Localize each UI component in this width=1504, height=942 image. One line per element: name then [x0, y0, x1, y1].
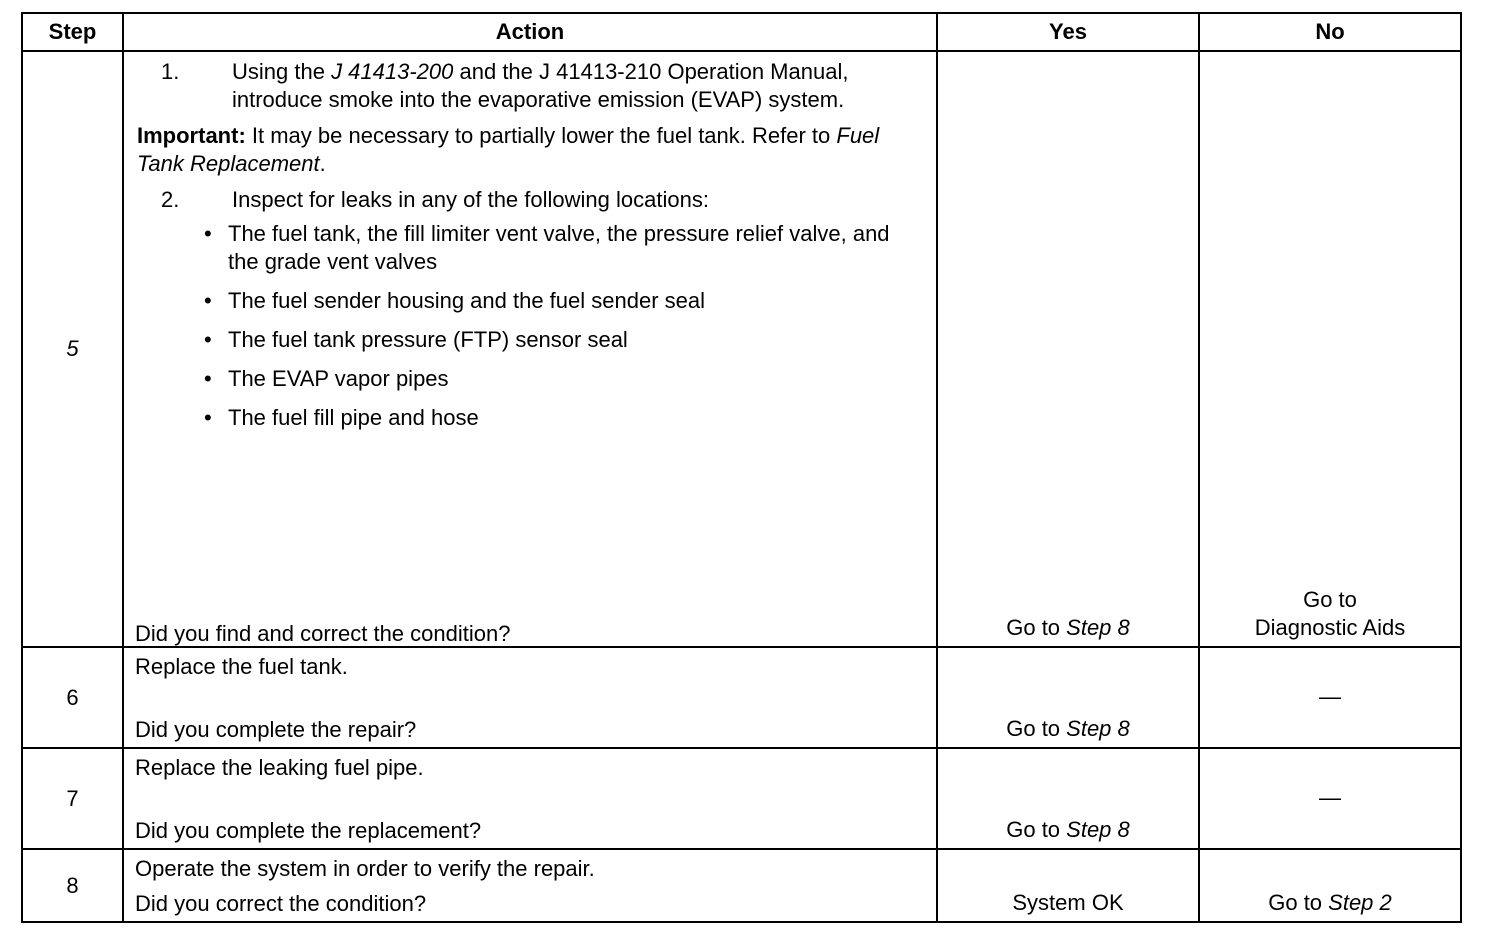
yes-cell [937, 647, 1199, 748]
answer-text: Go to [1268, 890, 1329, 915]
no-answer [1200, 586, 1460, 642]
step-number: 5 [22, 51, 123, 647]
yes-answer [938, 715, 1198, 743]
header-step: Step [22, 13, 123, 51]
yes-cell [937, 849, 1199, 922]
header-yes: Yes [937, 13, 1199, 51]
item-text: Using the [232, 59, 332, 84]
yes-cell [937, 51, 1199, 647]
action-cell [123, 748, 937, 849]
yes-answer [938, 614, 1198, 642]
list-item: • The fuel tank, the fill limiter vent valve, the pressure relief valve, and the grade vent valves [228, 220, 936, 276]
step-link[interactable]: Step 8 [1066, 615, 1130, 640]
step-number: 7 [22, 748, 123, 849]
action-item-2 [124, 186, 936, 214]
tool-reference: J 41413-200 [331, 59, 454, 84]
question-text: Did you complete the replacement? [135, 818, 482, 843]
item-number: 2. [161, 187, 180, 212]
yes-answer [938, 816, 1198, 844]
leak-location-list [124, 220, 936, 432]
reference-link[interactable]: Fuel Tank Replacement [137, 123, 880, 176]
step-number: 6 [22, 647, 123, 748]
procedure-table [21, 12, 1462, 923]
list-item: • The fuel sender housing and the fuel sender seal [228, 287, 936, 315]
yes-answer: System OK [1012, 890, 1124, 915]
important-end: . [319, 151, 326, 176]
action-text: Replace the leaking fuel pipe. [135, 755, 424, 780]
action-cell [123, 647, 937, 748]
answer-text: Go to [1006, 817, 1067, 842]
table-header-row [22, 13, 1461, 51]
no-cell [1199, 849, 1461, 922]
action-cell [123, 51, 937, 647]
no-cell [1199, 647, 1461, 748]
item-text: Inspect for leaks in any of the following locations: [232, 187, 709, 212]
list-item: • The fuel fill pipe and hose [228, 404, 936, 432]
answer-text: Go to [1303, 587, 1357, 612]
no-answer [1200, 889, 1460, 917]
list-item: • The fuel tank pressure (FTP) sensor seal [228, 326, 936, 354]
table-row-step-5 [22, 51, 1461, 647]
question-text: Did you correct the condition? [135, 891, 427, 916]
answer-text: Go to [1006, 615, 1067, 640]
table-row-step-6 [22, 647, 1461, 748]
action-cell [123, 849, 937, 922]
question-text: Did you complete the repair? [135, 717, 417, 742]
table-row-step-7 [22, 748, 1461, 849]
no-cell [1199, 748, 1461, 849]
important-text: It may be necessary to partially lower the fuel tank. Refer to [245, 123, 837, 148]
header-no: No [1199, 13, 1461, 51]
diagnostic-aids-link[interactable]: Diagnostic Aids [1254, 615, 1406, 640]
step-link[interactable]: Step 2 [1328, 890, 1392, 915]
no-answer-dash: — [1319, 684, 1341, 709]
no-cell [1199, 51, 1461, 647]
step-link[interactable]: Step 8 [1066, 716, 1130, 741]
action-item-1 [124, 58, 936, 114]
important-label: Important: [137, 123, 246, 148]
step-link[interactable]: Step 8 [1066, 817, 1130, 842]
action-text: Operate the system in order to verify the repair. [135, 856, 595, 881]
item-text: and the J 41413-210 Operation Manual, introduce smoke into the evaporative emission (EVAP) system. [232, 59, 849, 112]
important-note [124, 122, 936, 178]
action-text: Replace the fuel tank. [135, 654, 348, 679]
item-number: 1. [161, 59, 180, 84]
list-item: • The EVAP vapor pipes [228, 365, 936, 393]
answer-text: Go to [1006, 716, 1067, 741]
yes-cell [937, 748, 1199, 849]
header-action: Action [123, 13, 937, 51]
table-row-step-8 [22, 849, 1461, 922]
step-number: 8 [22, 849, 123, 922]
no-answer-dash: — [1319, 785, 1341, 810]
question-text: Did you find and correct the condition? [135, 621, 511, 646]
